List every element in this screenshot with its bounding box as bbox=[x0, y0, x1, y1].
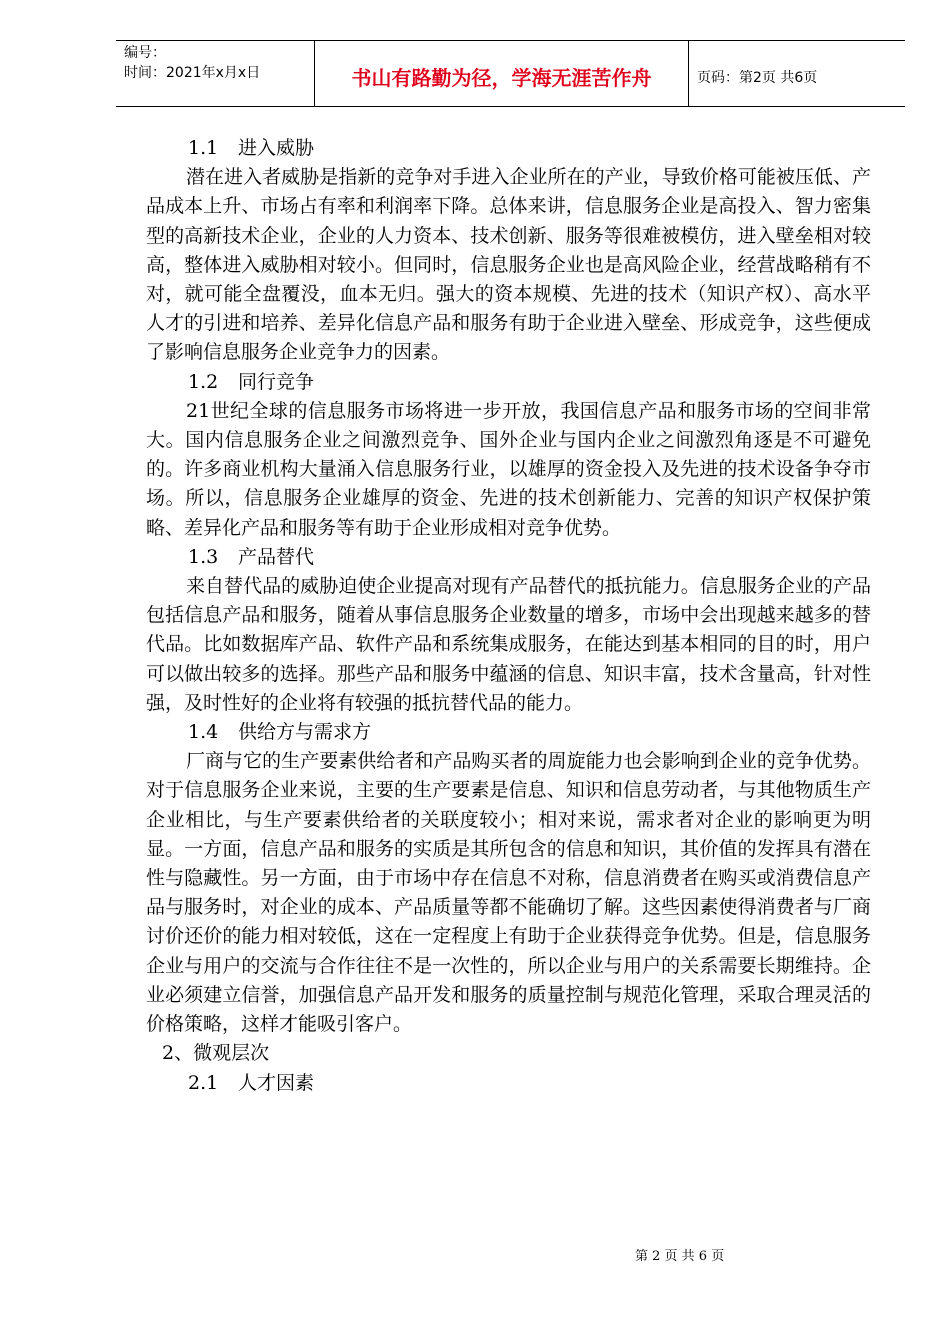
section-heading bbox=[146, 543, 871, 572]
motto-text: 书山有路勤为径，学海无涯苦作舟 bbox=[351, 66, 652, 90]
section-number: 1.3 bbox=[188, 545, 219, 568]
section-number: 1.1 bbox=[188, 137, 219, 159]
section-title: 同行竞争 bbox=[238, 370, 315, 393]
header-meta-cell bbox=[116, 41, 315, 106]
time-label: 时间：2021年x月x日 bbox=[124, 65, 261, 81]
section-title: 进入威胁 bbox=[238, 137, 315, 159]
paragraph: 来自替代品的威胁迫使企业提高对现有产品替代的抵抗能力。信息服务企业的产品包括信息产品和服务，随着从事信息服务企业数量的增多，市场中会出现越来越多的替代品。比如数据库产品、软件产品和系统集成服务，在能达到基本相同的目的时，用户可以做出较多的选择。那些产品和服务中蕴涵的信息、知识丰富，技术含量高，针对性强，及时性好的企业将有较强的抵抗替代品的能力。 bbox=[146, 575, 871, 714]
section-title: 人才因素 bbox=[238, 1071, 315, 1094]
section-heading bbox=[146, 718, 871, 747]
section-title: 产品替代 bbox=[238, 545, 315, 568]
section-number: 1.2 bbox=[188, 370, 219, 393]
section-heading bbox=[146, 134, 871, 163]
section-heading bbox=[146, 1039, 871, 1068]
page-label: 页码：第2页 共6页 bbox=[697, 69, 818, 86]
footer-page-number: 第 2 页 共 6 页 bbox=[635, 1249, 725, 1264]
paragraph: 潜在进入者威胁是指新的竞争对手进入企业所在的产业，导致价格可能被压低、产品成本上升、市场占有率和利润率下降。总体来讲，信息服务企业是高投入、智力密集型的高新技术企业，企业的人力资本、技术创新、服务等很难被模仿，进入壁垒相对较高，整体进入威胁相对较小。但同时，信息服务企业也是高风险企业，经营战略稍有不对，就可能全盘覆没，血本无归。强大的资本规模、先进的技术（知识产权）、高水平人才的引进和培养、差异化信息产品和服务有助于企业进入壁垒、形成竞争，这些便成了影响信息服务企业竞争力的因素。 bbox=[146, 166, 871, 364]
section-number: 1.4 bbox=[188, 721, 219, 744]
section-number: 2、 bbox=[162, 1042, 194, 1065]
section-heading bbox=[146, 368, 871, 397]
page-cell bbox=[689, 41, 905, 106]
paragraph: 厂商与它的生产要素供给者和产品购买者的周旋能力也会影响到企业的竞争优势。对于信息服务企业来说，主要的生产要素是信息、知识和信息劳动者，与其他物质生产企业相比，与生产要素供给者的关联度较小；相对来说，需求者对企业的影响更为明显。一方面，信息产品和服务的实质是其所包含的信息和知识，其价值的发挥具有潜在性与隐藏性。另一方面，由于市场中存在信息不对称，信息消费者在购买或消费信息产品与服务时，对企业的成本、产品质量等都不能确切了解。这些因素使得消费者与厂商讨价还价的能力相对较低，这在一定程度上有助于企业获得竞争优势。但是，信息服务企业与用户的交流与合作往往不是一次性的，所以企业与用户的关系需要长期维持。企业必须建立信誉，加强信息产品开发和服务的质量控制与规范化管理，采取合理灵活的价格策略，这样才能吸引客户。 bbox=[146, 750, 871, 1036]
section-heading bbox=[146, 1069, 871, 1098]
section-number: 2.1 bbox=[188, 1071, 219, 1094]
document-body bbox=[146, 134, 871, 1098]
header-table bbox=[116, 40, 905, 107]
motto-cell bbox=[315, 41, 689, 106]
section-title: 供给方与需求方 bbox=[238, 721, 372, 744]
section-title: 微观层次 bbox=[193, 1042, 270, 1065]
number-label: 编号： bbox=[124, 45, 166, 61]
page-footer bbox=[635, 1245, 724, 1264]
paragraph: 21世纪全球的信息服务市场将进一步开放，我国信息产品和服务市场的空间非常大。国内信息服务企业之间激烈竞争、国外企业与国内企业之间激烈角逐是不可避免的。许多商业机构大量涌入信息服务行业，以雄厚的资金投入及先进的技术设备争夺市场。所以，信息服务企业雄厚的资金、先进的技术创新能力、完善的知识产权保护策略、差异化产品和服务等有助于企业形成相对竞争优势。 bbox=[146, 399, 871, 539]
